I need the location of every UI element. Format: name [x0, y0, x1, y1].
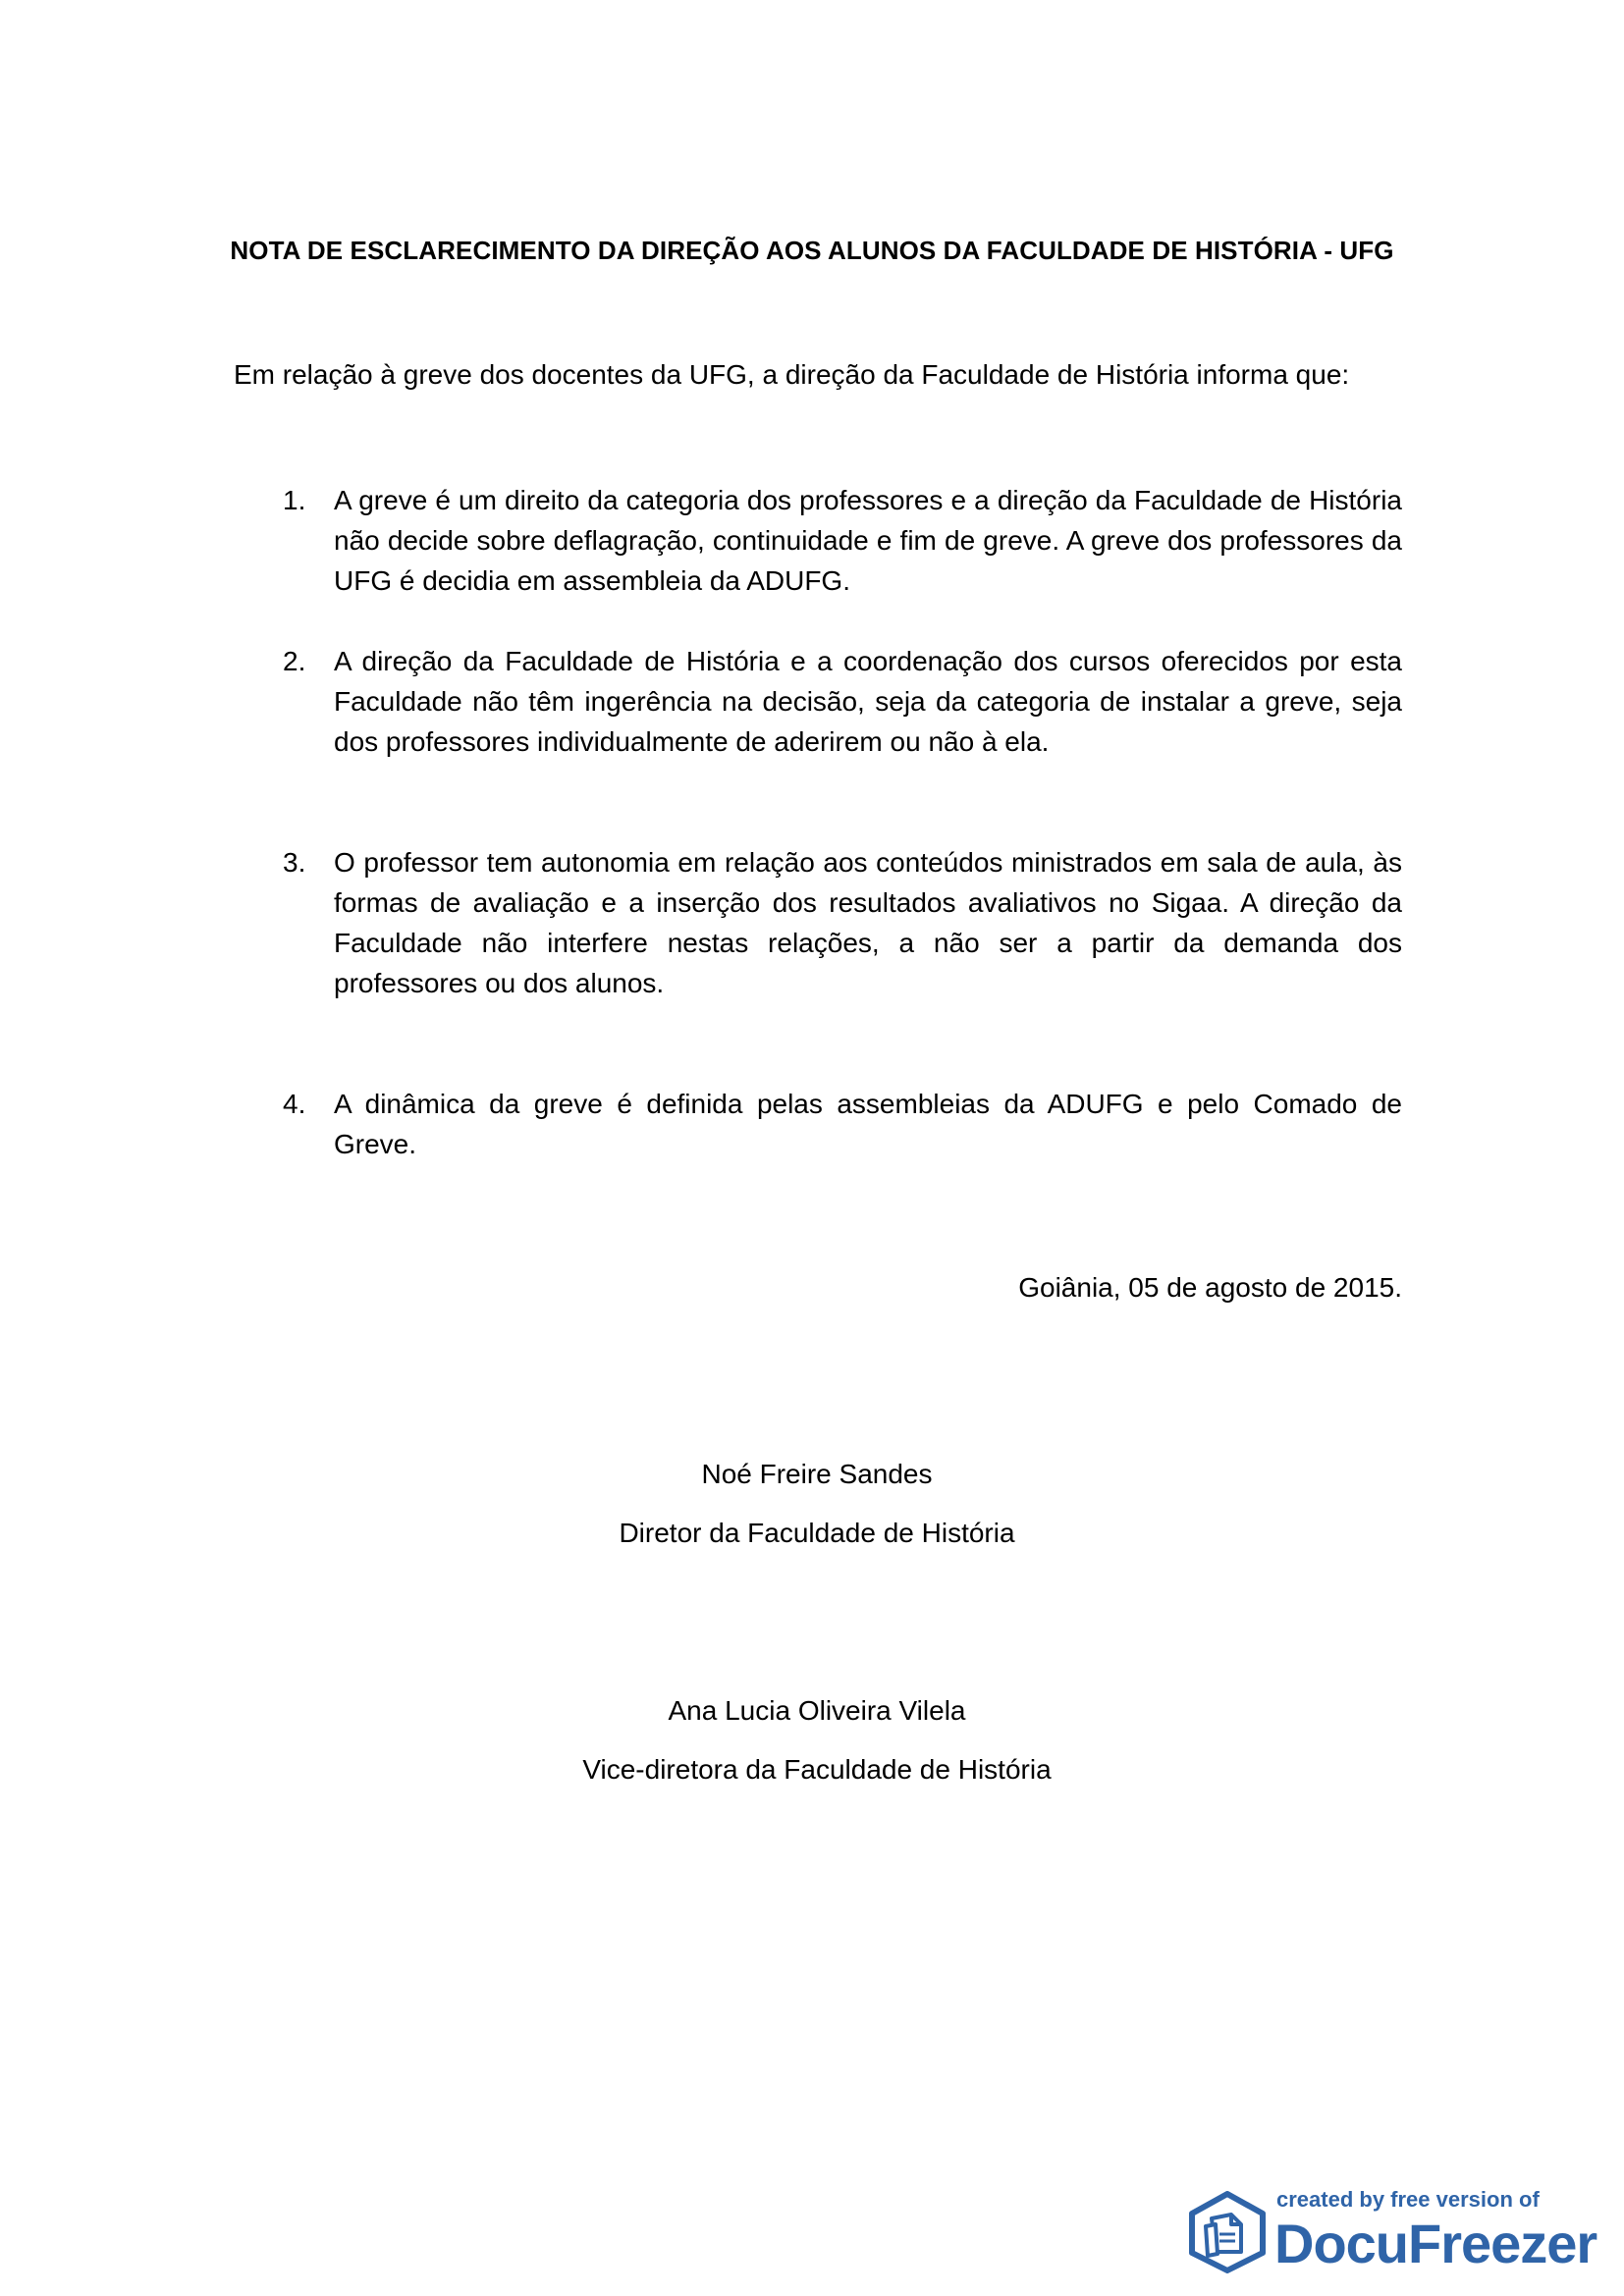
list-item-number: 4.	[283, 1089, 306, 1119]
list-item	[283, 842, 1402, 1003]
signatory-name: Ana Lucia Oliveira Vilela	[668, 1695, 966, 1726]
list-item-number: 1.	[283, 485, 306, 515]
list-item	[283, 480, 1402, 601]
signatory-role: Diretor da Faculdade de História	[619, 1518, 1015, 1548]
list-item-number: 2.	[283, 646, 306, 676]
date-line: Goiânia, 05 de agosto de 2015.	[1018, 1272, 1402, 1303]
docufreezer-logo-icon	[1186, 2191, 1269, 2273]
list-item-number: 3.	[283, 847, 306, 878]
list-item-text: A greve é um direito da categoria dos professores e a direção da Faculdade de História não decide sobre deflagração, continuidade e fim de greve. A greve dos professores da UFG é decidia em assembleia da ADUFG.	[334, 485, 1402, 596]
list-item-text: A direção da Faculdade de História e a coordenação dos cursos oferecidos por esta Faculdade não têm ingerência na decisão, seja da categoria de instalar a greve, seja dos professores individualmente de aderirem ou não à ela.	[334, 646, 1402, 757]
intro-paragraph: Em relação à greve dos docentes da UFG, a direção da Faculdade de História informa que:	[234, 359, 1350, 390]
docufreezer-watermark	[1186, 2187, 1597, 2285]
list-item	[283, 641, 1402, 762]
document-title: NOTA DE ESCLARECIMENTO DA DIREÇÃO AOS ALUNOS DA FACULDADE DE HISTÓRIA - UFG	[230, 236, 1394, 265]
list-item	[283, 1084, 1402, 1164]
list-item-text: O professor tem autonomia em relação aos conteúdos ministrados em sala de aula, às formas de avaliação e a inserção dos resultados avaliativos no Sigaa. A direção da Faculdade não interfere nestas relações, a não ser a partir da demanda dos professores ou dos alunos.	[334, 847, 1402, 998]
watermark-brand: DocuFreezer	[1274, 2213, 1597, 2274]
list-item-text: A dinâmica da greve é definida pelas assembleias da ADUFG e pelo Comado de Greve.	[334, 1089, 1402, 1159]
signatory-role: Vice-diretora da Faculdade de História	[582, 1754, 1052, 1785]
signatory-name: Noé Freire Sandes	[701, 1459, 933, 1489]
watermark-caption: created by free version of	[1276, 2187, 1540, 2212]
